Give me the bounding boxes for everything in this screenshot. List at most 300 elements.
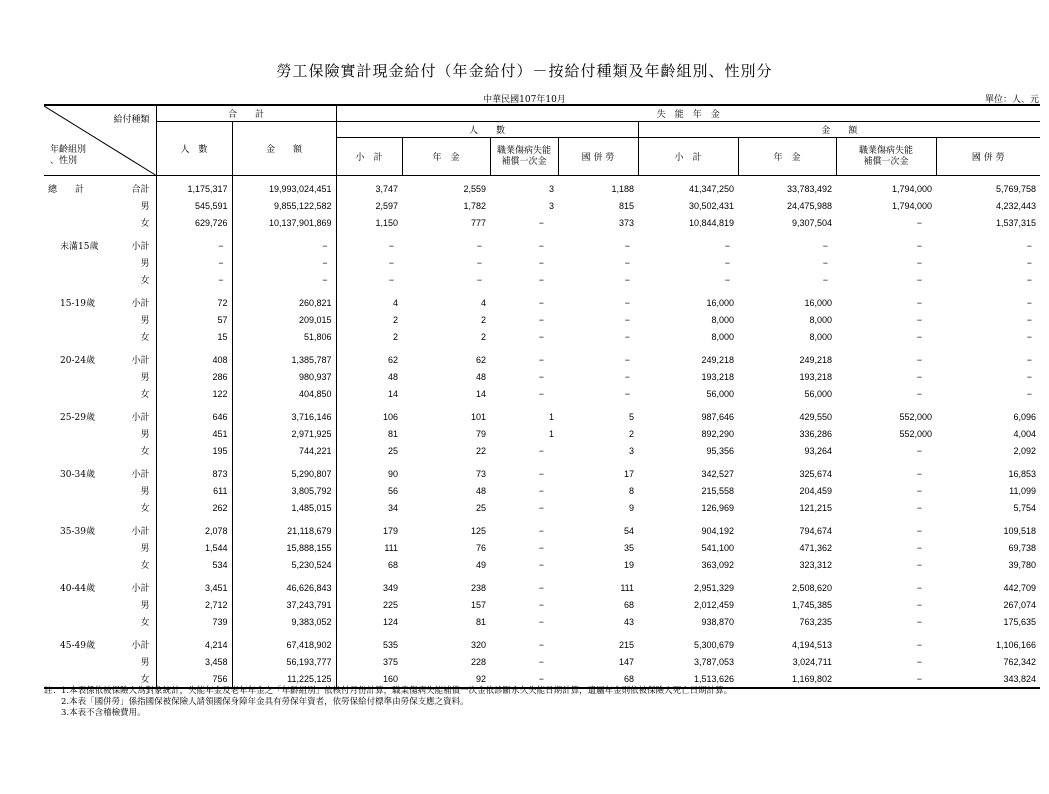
value-cell: 11,225,125 [232, 670, 336, 688]
value-cell: − [1026, 331, 1033, 342]
sex-cell: 女 [116, 385, 156, 402]
value-cell: 9,307,504 [791, 217, 833, 228]
value-cell: − [538, 582, 545, 593]
age-group-cell [44, 539, 116, 556]
value-cell: − [538, 468, 545, 479]
value-cell: 5 [629, 411, 635, 422]
value-cell: 3 [549, 200, 555, 211]
table-row [44, 368, 1040, 385]
value-cell: − [538, 371, 545, 382]
value-cell: 68 [624, 599, 635, 610]
value-cell: 111 [620, 582, 635, 593]
value-cell: 9,855,122,582 [232, 197, 336, 214]
value-cell: 15 [156, 328, 232, 345]
value-cell: 48 [476, 371, 487, 382]
value-cell: − [538, 502, 545, 513]
occupational-line2: 補償一次金 [501, 156, 547, 167]
footnote: 註：1.本表係依被保險人為對象統計，失能年金及老年年金之「年齡組別」依核付月份計算，職業傷病失能補償一次金依診斷永久失能日期計算，遺屬年金則依被保險人死亡日期計算。 [44, 686, 733, 696]
age-group-cell [44, 613, 116, 630]
value-cell: 62 [476, 354, 487, 365]
table-row [44, 653, 1040, 670]
age-group-cell [44, 254, 116, 271]
value-cell: 451 [156, 425, 232, 442]
table-row [44, 636, 1040, 653]
age-group-cell [44, 442, 116, 459]
value-cell: 1,175,317 [156, 176, 232, 198]
value-cell: 126,969 [701, 502, 735, 513]
table-row [44, 482, 1040, 499]
value-cell: 2,951,329 [693, 582, 735, 593]
value-cell: − [624, 240, 631, 251]
value-cell: 2 [481, 314, 487, 325]
value-cell: 744,221 [232, 442, 336, 459]
value-cell: − [916, 599, 923, 610]
page-title: 勞工保險實計現金給付（年金給付）－按給付種類及年齡組別、性別分 [276, 62, 773, 80]
value-cell: 8,000 [809, 331, 833, 342]
value-cell: 1 [549, 428, 555, 439]
value-cell: − [724, 257, 731, 268]
header-amount-annuity: 年 金 [738, 138, 836, 176]
value-cell: 1,794,000 [891, 200, 933, 211]
value-cell: − [1026, 297, 1033, 308]
header-people-annuity: 年 金 [402, 138, 490, 176]
value-cell: 56,000 [804, 388, 833, 399]
header-amount-subtotal: 小 計 [638, 138, 738, 176]
value-cell: − [538, 354, 545, 365]
value-cell: − [1026, 388, 1033, 399]
value-cell: 1,169,802 [738, 670, 836, 688]
value-cell: 56 [388, 485, 399, 496]
value-cell: 408 [156, 351, 232, 368]
age-group-cell [44, 596, 116, 613]
table-row [44, 522, 1040, 539]
value-cell: 3,805,792 [232, 482, 336, 499]
value-cell: 25 [388, 445, 399, 456]
value-cell: 81 [476, 616, 487, 627]
value-cell: 987,646 [701, 411, 735, 422]
sex-cell: 男 [116, 482, 156, 499]
header-people-subtotal: 小 計 [336, 138, 402, 176]
value-cell: − [916, 388, 923, 399]
header-total-people: 人 數 [156, 122, 232, 176]
value-cell: 49 [476, 559, 487, 570]
header-people-national: 國 併 勞 [558, 138, 638, 176]
value-cell: 3,787,053 [693, 656, 735, 667]
value-cell: 336,286 [799, 428, 833, 439]
value-cell: − [916, 314, 923, 325]
footnote: 2.本表「國併勞」係指國保被保險人請領國保身障年金具有勞保年資者，依勞保給付標準由勞保支應之資料。 [44, 697, 469, 707]
value-cell: − [624, 297, 631, 308]
value-cell: 777 [470, 217, 487, 228]
header-corner [44, 105, 156, 176]
value-cell: 3 [629, 445, 635, 456]
sex-cell: 女 [116, 613, 156, 630]
value-cell: 552,000 [899, 411, 933, 422]
unit-label: 單位：人、元 [984, 95, 1039, 105]
value-cell: 67,418,902 [232, 636, 336, 653]
age-group-cell: 未滿15歲 [60, 242, 99, 252]
value-cell: 1,385,787 [232, 351, 336, 368]
value-cell: 4,214 [156, 636, 232, 653]
value-cell: 892,290 [701, 428, 735, 439]
value-cell: 8,000 [711, 314, 735, 325]
table-row [44, 596, 1040, 613]
value-cell: 1,106,166 [995, 639, 1037, 650]
value-cell: 323,312 [799, 559, 833, 570]
sex-cell: 小計 [116, 522, 156, 539]
age-group-cell [44, 425, 116, 442]
table-row [44, 176, 1040, 198]
value-cell: 9 [629, 502, 635, 513]
sex-cell: 男 [116, 425, 156, 442]
value-cell: 249,218 [701, 354, 735, 365]
value-cell: 980,937 [232, 368, 336, 385]
value-cell: 160 [336, 670, 402, 688]
value-cell: − [538, 616, 545, 627]
value-cell: 429,550 [799, 411, 833, 422]
value-cell: − [538, 217, 545, 228]
header-amount-occupational [836, 138, 936, 176]
age-group-cell [44, 385, 116, 402]
value-cell: 739 [156, 613, 232, 630]
value-cell: − [538, 559, 545, 570]
value-cell: 8,000 [809, 314, 833, 325]
value-cell: 2,078 [156, 522, 232, 539]
value-cell: 92 [402, 670, 490, 688]
value-cell: − [916, 257, 923, 268]
value-cell: 545,591 [156, 197, 232, 214]
report-period: 中華民國107年10月 [483, 95, 566, 105]
value-cell: 76 [476, 542, 487, 553]
value-cell: 121,215 [799, 502, 833, 513]
value-cell: 794,674 [799, 525, 833, 536]
value-cell: − [822, 274, 829, 285]
value-cell: 10,844,819 [688, 217, 735, 228]
value-cell: 101 [470, 411, 487, 422]
value-cell: 1 [549, 411, 555, 422]
value-cell: 68 [558, 670, 638, 688]
value-cell: 19 [624, 559, 635, 570]
value-cell: 179 [382, 525, 399, 536]
value-cell: 2,012,459 [693, 599, 735, 610]
value-cell: 41,347,250 [688, 183, 735, 194]
value-cell: 262 [156, 499, 232, 516]
value-cell: − [538, 639, 545, 650]
value-cell: 3,716,146 [232, 408, 336, 425]
value-cell: − [916, 639, 923, 650]
value-cell: 2 [481, 331, 487, 342]
value-cell: 904,192 [701, 525, 735, 536]
value-cell: 4,004 [1013, 428, 1037, 439]
value-cell: 756 [156, 670, 232, 688]
value-cell: 1,150 [375, 217, 399, 228]
value-cell: 373 [618, 217, 635, 228]
age-group-cell: 30-34歲 [60, 470, 95, 480]
value-cell: 5,290,807 [232, 465, 336, 482]
value-cell: 90 [388, 468, 399, 479]
corner-bottom-line1: 年齡組別 [50, 145, 87, 155]
value-cell: 57 [156, 311, 232, 328]
value-cell: 35 [624, 542, 635, 553]
value-cell: 109,518 [1003, 525, 1037, 536]
sex-cell: 女 [116, 328, 156, 345]
value-cell: − [822, 240, 829, 251]
sex-cell: 女 [116, 556, 156, 573]
age-group-cell: 35-39歲 [60, 527, 95, 537]
value-cell: 25 [476, 502, 487, 513]
value-cell: 1,544 [156, 539, 232, 556]
age-group-cell: 40-44歲 [60, 584, 95, 594]
value-cell: − [538, 274, 545, 285]
value-cell: 343,824 [936, 670, 1040, 688]
value-cell: − [624, 314, 631, 325]
sex-cell: 男 [116, 254, 156, 271]
sex-cell: 女 [116, 214, 156, 231]
sex-cell: 女 [116, 442, 156, 459]
value-cell: 157 [470, 599, 487, 610]
value-cell: − [916, 656, 923, 667]
table-row [44, 579, 1040, 596]
value-cell: − [538, 240, 545, 251]
value-cell: 39,780 [1008, 559, 1037, 570]
value-cell: 16,853 [1008, 468, 1037, 479]
value-cell: − [916, 297, 923, 308]
age-group-cell [44, 328, 116, 345]
value-cell: 56,000 [706, 388, 735, 399]
value-cell: − [156, 237, 232, 254]
value-cell: 249,218 [799, 354, 833, 365]
value-cell: 541,100 [701, 542, 735, 553]
sex-cell: 小計 [116, 237, 156, 254]
sex-cell: 男 [116, 596, 156, 613]
sex-cell: 小計 [116, 351, 156, 368]
age-group-cell: 25-29歲 [60, 413, 95, 423]
value-cell: 1,745,385 [791, 599, 833, 610]
age-group-cell [44, 311, 116, 328]
value-cell: − [624, 388, 631, 399]
value-cell: 62 [388, 354, 399, 365]
value-cell: 14 [476, 388, 487, 399]
table-row [44, 465, 1040, 482]
value-cell: − [388, 274, 395, 285]
header-people: 人 數 [336, 122, 638, 138]
value-cell: 938,870 [701, 616, 735, 627]
value-cell: − [916, 445, 923, 456]
value-cell: − [916, 542, 923, 553]
sex-cell: 女 [116, 499, 156, 516]
value-cell: − [388, 240, 395, 251]
value-cell: 56,193,777 [232, 653, 336, 670]
table-row [44, 499, 1040, 516]
value-cell: 1,513,626 [638, 670, 738, 688]
value-cell: − [1026, 354, 1033, 365]
sex-cell: 男 [116, 653, 156, 670]
value-cell: 34 [388, 502, 399, 513]
value-cell: − [232, 254, 336, 271]
value-cell: − [538, 599, 545, 610]
value-cell: 51,806 [232, 328, 336, 345]
value-cell: 193,218 [701, 371, 735, 382]
value-cell: − [916, 354, 923, 365]
value-cell: 763,235 [799, 616, 833, 627]
value-cell: 195 [156, 442, 232, 459]
value-cell: − [232, 237, 336, 254]
value-cell: 48 [476, 485, 487, 496]
value-cell: 48 [388, 371, 399, 382]
value-cell: 93,264 [804, 445, 833, 456]
value-cell: 1,794,000 [891, 183, 933, 194]
table-body [44, 176, 1040, 689]
sex-cell: 小計 [116, 579, 156, 596]
age-group-cell [44, 499, 116, 516]
value-cell: 873 [156, 465, 232, 482]
value-cell: − [388, 257, 395, 268]
value-cell: − [538, 656, 545, 667]
value-cell: 815 [618, 200, 635, 211]
sex-cell: 女 [116, 271, 156, 288]
value-cell: 175,635 [1003, 616, 1037, 627]
value-cell: − [1026, 257, 1033, 268]
value-cell: 209,015 [232, 311, 336, 328]
value-cell: 17 [624, 468, 635, 479]
table-row [44, 351, 1040, 368]
sex-cell: 小計 [116, 465, 156, 482]
sex-cell: 男 [116, 197, 156, 214]
value-cell: 37,243,791 [232, 596, 336, 613]
value-cell: 46,626,843 [232, 579, 336, 596]
value-cell: 21,118,679 [232, 522, 336, 539]
sex-cell: 小計 [116, 408, 156, 425]
table-row [44, 294, 1040, 311]
table-row [44, 385, 1040, 402]
value-cell: 534 [156, 556, 232, 573]
value-cell: − [538, 445, 545, 456]
value-cell: 122 [156, 385, 232, 402]
value-cell: 238 [470, 582, 487, 593]
value-cell: 762,342 [1003, 656, 1037, 667]
value-cell: − [624, 257, 631, 268]
value-cell: 225 [382, 599, 399, 610]
value-cell: 320 [470, 639, 487, 650]
value-cell: 2,092 [1013, 445, 1037, 456]
value-cell: 30,502,431 [688, 200, 735, 211]
value-cell: 471,362 [799, 542, 833, 553]
table-row [44, 539, 1040, 556]
header-total: 合 計 [156, 105, 336, 122]
value-cell: 1,537,315 [995, 217, 1037, 228]
value-cell: − [538, 525, 545, 536]
value-cell: − [1026, 274, 1033, 285]
sex-cell: 男 [116, 368, 156, 385]
value-cell: 54 [624, 525, 635, 536]
value-cell: 286 [156, 368, 232, 385]
sex-cell: 合計 [116, 176, 156, 198]
value-cell: 10,137,901,869 [232, 214, 336, 231]
value-cell: 3,451 [156, 579, 232, 596]
value-cell: − [916, 217, 923, 228]
value-cell: − [156, 254, 232, 271]
value-cell: − [1026, 371, 1033, 382]
value-cell: 72 [156, 294, 232, 311]
value-cell: 8 [629, 485, 635, 496]
table-row [44, 408, 1040, 425]
value-cell: 3,458 [156, 653, 232, 670]
value-cell: 125 [470, 525, 487, 536]
value-cell: − [538, 388, 545, 399]
value-cell: − [916, 240, 923, 251]
value-cell: − [916, 559, 923, 570]
value-cell: 2,508,620 [791, 582, 833, 593]
value-cell: 19,993,024,451 [232, 176, 336, 198]
header-amount: 金 額 [638, 122, 1040, 138]
age-group-cell [44, 653, 116, 670]
value-cell: 5,230,524 [232, 556, 336, 573]
value-cell: 646 [156, 408, 232, 425]
value-cell: − [1026, 314, 1033, 325]
header-total-amount: 金 額 [232, 122, 336, 176]
value-cell: 2 [393, 314, 399, 325]
age-group-cell [44, 197, 116, 214]
value-cell: − [156, 271, 232, 288]
corner-bottom-label [50, 145, 86, 167]
value-cell: − [490, 670, 558, 688]
value-cell: 442,709 [1003, 582, 1037, 593]
value-cell: 2,597 [375, 200, 399, 211]
occupational-line1: 職業傷病失能 [859, 145, 914, 156]
value-cell: 535 [382, 639, 399, 650]
age-group-cell: 總 計 [48, 185, 85, 195]
table-row [44, 442, 1040, 459]
value-cell: 5,300,679 [693, 639, 735, 650]
value-cell: 1,188 [611, 183, 635, 194]
value-cell: 3,024,711 [792, 656, 833, 667]
age-group-cell [44, 482, 116, 499]
value-cell: 95,356 [706, 445, 735, 456]
value-cell: 375 [382, 656, 399, 667]
value-cell: 552,000 [899, 428, 933, 439]
value-cell: 1,782 [463, 200, 487, 211]
header-disability: 失 能 年 金 [336, 105, 1040, 122]
value-cell: − [538, 485, 545, 496]
value-cell: − [538, 297, 545, 308]
value-cell: 15,888,155 [232, 539, 336, 556]
value-cell: 14 [388, 388, 399, 399]
table-row [44, 311, 1040, 328]
value-cell: 193,218 [799, 371, 833, 382]
value-cell: 81 [388, 428, 399, 439]
value-cell: − [836, 670, 936, 688]
value-cell: 325,674 [799, 468, 833, 479]
table-row [44, 214, 1040, 231]
value-cell: 342,527 [701, 468, 735, 479]
value-cell: − [916, 616, 923, 627]
value-cell: 2 [393, 331, 399, 342]
table-row [44, 271, 1040, 288]
value-cell: − [476, 274, 483, 285]
value-cell: 5,754 [1013, 502, 1037, 513]
value-cell: − [232, 271, 336, 288]
value-cell: − [538, 331, 545, 342]
value-cell: 4 [393, 297, 399, 308]
corner-top-label: 給付種類 [113, 115, 150, 125]
table-row [44, 556, 1040, 573]
value-cell: − [916, 525, 923, 536]
value-cell: 79 [476, 428, 487, 439]
header-people-occupational [490, 138, 558, 176]
value-cell: − [916, 502, 923, 513]
value-cell: − [538, 542, 545, 553]
value-cell: − [1026, 240, 1033, 251]
